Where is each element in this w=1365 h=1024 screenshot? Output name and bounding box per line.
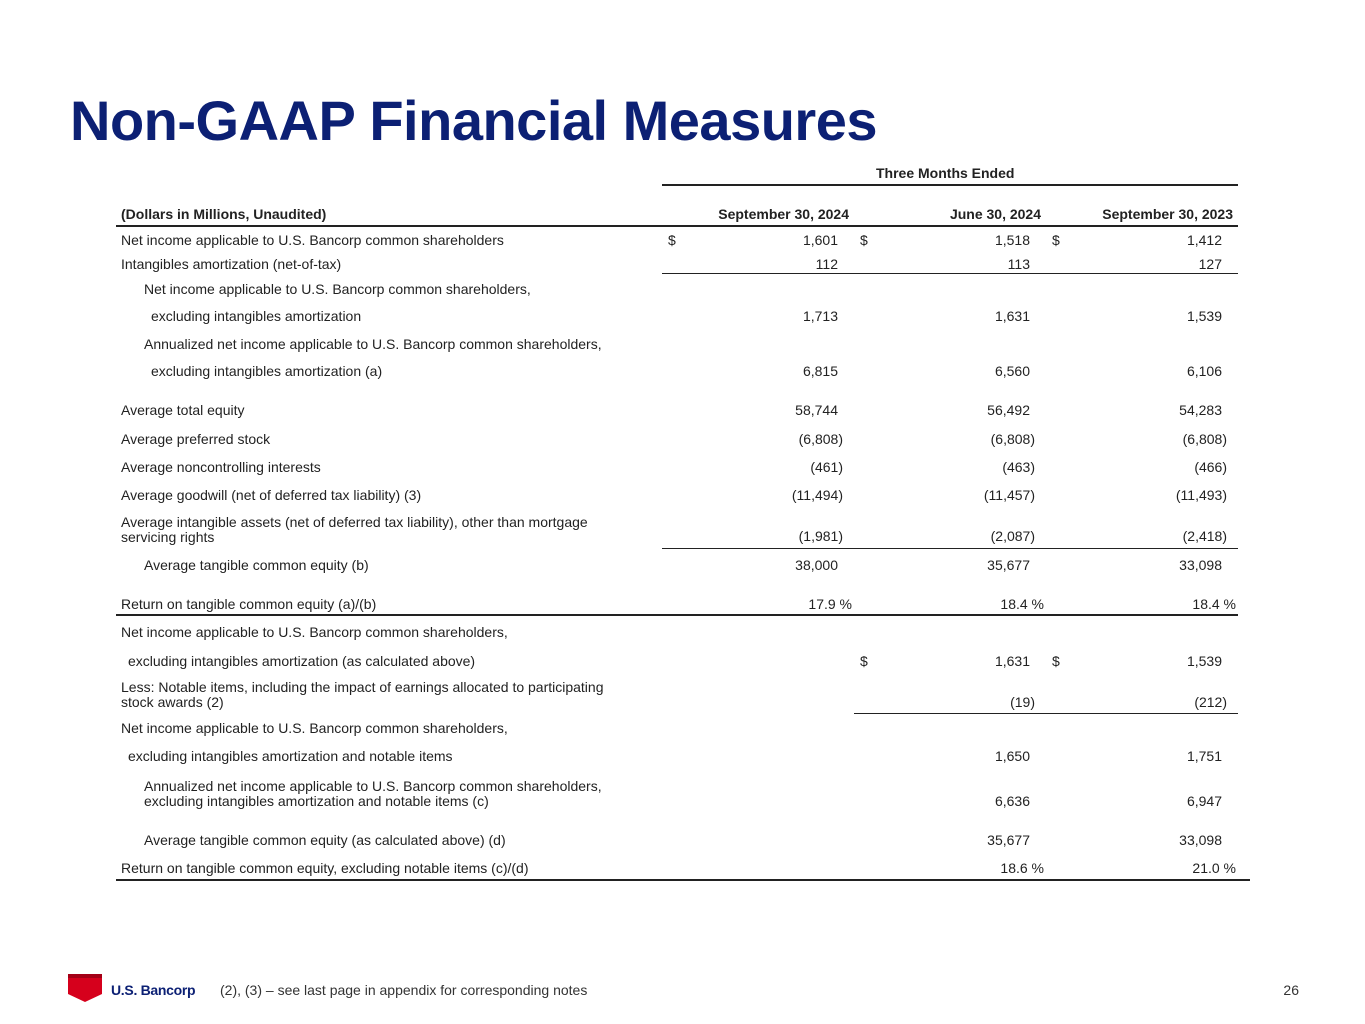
- cell-col1: 17.9 %: [808, 596, 852, 612]
- page-title: Non-GAAP Financial Measures: [70, 89, 878, 152]
- cell-col2: 56,492: [987, 402, 1030, 418]
- cell-col2: 1,631: [994, 308, 1030, 324]
- row-label: Return on tangible common equity, excluding notable items (c)/(d): [121, 860, 529, 876]
- cell-col2: 1,650: [994, 748, 1030, 764]
- cell-col3: 18.4 %: [1192, 596, 1236, 612]
- cell-col2: (463): [1002, 459, 1035, 475]
- cell-col2: 35,677: [987, 832, 1030, 848]
- cell-col3: 1,412: [1186, 232, 1222, 248]
- row-label: Average tangible common equity (as calculated above) (d): [144, 832, 506, 848]
- logo-text: U.S. Bancorp: [111, 982, 196, 998]
- footnote: (2), (3) – see last page in appendix for corresponding notes: [220, 982, 588, 998]
- cell-col3: (466): [1194, 459, 1227, 475]
- row-label: Net income applicable to U.S. Bancorp common shareholders,: [121, 720, 508, 736]
- cell-col2: (19): [1010, 694, 1035, 710]
- us-bancorp-logo: [68, 972, 198, 1002]
- subtotal-rule: [662, 548, 1238, 549]
- cell-col1: (11,494): [791, 487, 843, 503]
- cell-col2: 1,518: [994, 232, 1030, 248]
- cell-col3: 6,106: [1186, 363, 1222, 379]
- cell-col2: 6,560: [994, 363, 1030, 379]
- cell-col2: 113: [1007, 256, 1030, 272]
- row-label: Average preferred stock: [121, 431, 271, 447]
- section-rule: [116, 614, 1238, 616]
- row-label-cont: servicing rights: [121, 529, 215, 545]
- row-label: Annualized net income applicable to U.S. Bancorp common shareholders,: [144, 336, 602, 352]
- row-label: Net income applicable to U.S. Bancorp common shareholders: [121, 232, 504, 248]
- row-label-cont: excluding intangibles amortization (as calculated above): [128, 653, 476, 669]
- cell-col1: (6,808): [798, 431, 843, 447]
- cell-col3: 1,751: [1186, 748, 1222, 764]
- row-label: Average total equity: [121, 402, 245, 418]
- cell-col2: 35,677: [987, 557, 1030, 573]
- row-label: Net income applicable to U.S. Bancorp common shareholders,: [144, 281, 531, 297]
- col2-header: June 30, 2024: [949, 206, 1041, 222]
- row-label: Average goodwill (net of deferred tax liability) (3): [121, 487, 422, 503]
- subtotal-rule: [662, 273, 1238, 274]
- cell-col1: 1,601: [802, 232, 838, 248]
- currency-symbol: $: [860, 653, 868, 669]
- col3-header: September 30, 2023: [1102, 206, 1233, 222]
- row-label: Average tangible common equity (b): [144, 557, 369, 573]
- cell-col1: 6,815: [802, 363, 838, 379]
- row-label-cont: excluding intangibles amortization: [151, 308, 362, 324]
- cell-col2: (6,808): [990, 431, 1035, 447]
- table-bottom-rule: [116, 879, 1250, 881]
- currency-symbol: $: [668, 232, 676, 248]
- header-rule: [116, 225, 1238, 227]
- cell-col3: (2,418): [1182, 528, 1227, 544]
- period-header-rule: [662, 184, 1238, 186]
- subtotal-rule: [854, 713, 1238, 714]
- row-label-cont: excluding intangibles amortization and notable items (c): [144, 793, 489, 809]
- row-label-cont: excluding intangibles amortization and notable items: [128, 748, 453, 764]
- cell-col2: (2,087): [990, 528, 1035, 544]
- cell-col1: 58,744: [795, 402, 838, 418]
- row-label: Average intangible assets (net of deferred tax liability), other than mortgage: [121, 514, 588, 530]
- label-column-header: (Dollars in Millions, Unaudited): [121, 206, 327, 222]
- cell-col1: (461): [810, 459, 843, 475]
- row-label: Intangibles amortization (net-of-tax): [121, 256, 342, 272]
- cell-col2: (11,457): [983, 487, 1035, 503]
- row-label: Annualized net income applicable to U.S. Bancorp common shareholders,: [144, 778, 602, 794]
- cell-col1: 112: [815, 256, 838, 272]
- page-number: 26: [1283, 982, 1299, 998]
- cell-col2: 1,631: [994, 653, 1030, 669]
- cell-col3: (6,808): [1182, 431, 1227, 447]
- row-label: Less: Notable items, including the impact of earnings allocated to participating: [121, 679, 604, 695]
- cell-col3: 1,539: [1186, 308, 1222, 324]
- row-label: Average noncontrolling interests: [121, 459, 321, 475]
- col1-header: September 30, 2024: [718, 206, 849, 222]
- row-label-cont: excluding intangibles amortization (a): [151, 363, 383, 379]
- currency-symbol: $: [860, 232, 868, 248]
- shield-icon: [68, 974, 102, 1002]
- currency-symbol: $: [1052, 653, 1060, 669]
- cell-col3: 54,283: [1179, 402, 1222, 418]
- cell-col1: 38,000: [795, 557, 838, 573]
- cell-col1: 1,713: [802, 308, 838, 324]
- cell-col2: 18.4 %: [1000, 596, 1044, 612]
- cell-col3: (212): [1194, 694, 1227, 710]
- cell-col2: 6,636: [994, 793, 1030, 809]
- row-label: Return on tangible common equity (a)/(b): [121, 596, 377, 612]
- row-label-cont: stock awards (2): [121, 694, 224, 710]
- cell-col3: 6,947: [1186, 793, 1222, 809]
- currency-symbol: $: [1052, 232, 1060, 248]
- cell-col3: 33,098: [1179, 832, 1222, 848]
- period-group-header: Three Months Ended: [876, 165, 1015, 181]
- cell-col3: 127: [1198, 256, 1222, 272]
- cell-col3: 21.0 %: [1192, 860, 1236, 876]
- cell-col3: 33,098: [1179, 557, 1222, 573]
- cell-col1: (1,981): [798, 528, 843, 544]
- cell-col3: (11,493): [1175, 487, 1227, 503]
- row-label: Net income applicable to U.S. Bancorp common shareholders,: [121, 624, 508, 640]
- cell-col2: 18.6 %: [1000, 860, 1044, 876]
- cell-col3: 1,539: [1186, 653, 1222, 669]
